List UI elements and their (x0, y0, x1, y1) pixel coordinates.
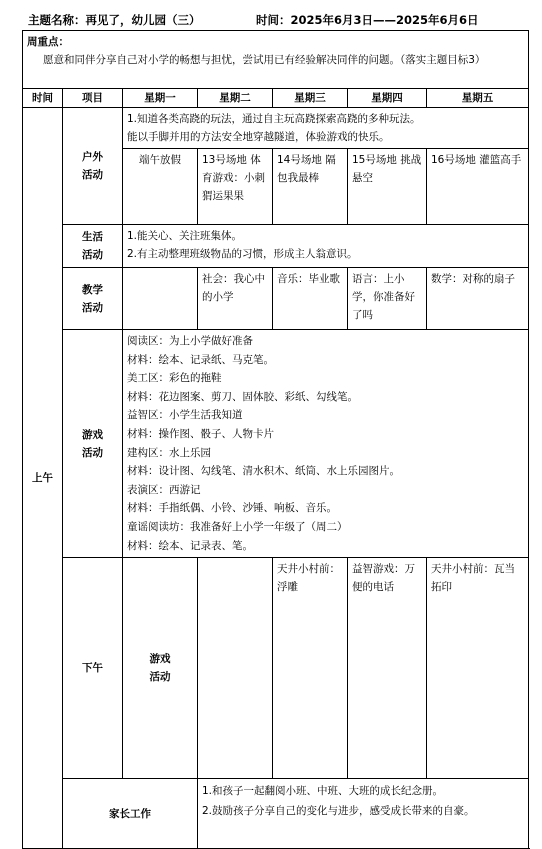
game-label (63, 330, 123, 558)
game-line-3: 美工区：彩色的拖鞋 (127, 372, 222, 385)
outdoor-label-2: 活动 (82, 169, 103, 181)
outdoor-tue: 13号场地 体育游戏：小刺猬运果果 (198, 149, 273, 225)
col-wed: 星期三 (273, 89, 348, 108)
game-line-11: 童谣阅读坊：我准备好上小学一年级了（周二） (127, 520, 348, 533)
col-tue: 星期二 (198, 89, 273, 108)
life-goal-2: 2.有主动整理班级物品的习惯，形成主人翁意识。 (127, 248, 358, 260)
teaching-mon (123, 268, 198, 330)
game-line-9: 表演区：西游记 (127, 483, 201, 496)
pm-game-thu: 天井小村前：瓦当拓印 (427, 558, 529, 779)
col-fri: 星期五 (427, 89, 529, 108)
weekly-plan-table (22, 30, 529, 849)
outdoor-label (63, 108, 123, 225)
theme-title: 主题名称：再见了，幼儿园（三） (28, 13, 201, 27)
pm-game-label-2: 活动 (149, 671, 171, 684)
game-line-10: 材料：手指纸偶、小铃、沙锤、响板、音乐。 (127, 502, 337, 515)
outdoor-label-1: 户外 (82, 151, 103, 163)
teaching-wed: 音乐：毕业歌 (273, 268, 348, 330)
week-focus-label: 周重点： (27, 36, 69, 48)
col-mon: 星期一 (123, 89, 198, 108)
game-line-2: 材料：绘本、记录纸、马克笔。 (127, 353, 274, 366)
life-goals (123, 225, 529, 268)
game-line-4: 材料：花边图案、剪刀、固体胶、彩纸、勾线笔。 (127, 390, 358, 403)
col-time: 时间 (23, 89, 63, 108)
life-goal-1: 1.能关心、关注班集体。 (127, 230, 243, 242)
teaching-fri: 数学：对称的扇子 (427, 268, 529, 330)
teaching-label-1: 教学 (82, 283, 103, 296)
parent-line-1: 1.和孩子一起翻阅小班、中班、大班的成长纪念册。 (202, 785, 444, 798)
morning-label: 上午 (23, 108, 63, 849)
teaching-tue: 社会：我心中的小学 (198, 268, 273, 330)
teaching-thu: 语言：上小学，你准备好了吗 (348, 268, 427, 330)
afternoon-label: 下午 (63, 558, 123, 779)
game-line-8: 材料：设计图、勾线笔、清水积木、纸筒、水上乐园图片。 (127, 465, 400, 478)
game-line-12: 材料：绘本、记录表、笔。 (127, 539, 253, 552)
outdoor-mon: 端午放假 (123, 149, 198, 225)
life-label-2: 活动 (82, 249, 103, 261)
outdoor-goal-1: 1.知道各类高跷的玩法，通过自主玩高跷探索高跷的多种玩法。 (127, 113, 421, 125)
col-item: 项目 (63, 89, 123, 108)
outdoor-thu: 15号场地 挑战悬空 (348, 149, 427, 225)
outdoor-goals (123, 108, 529, 149)
life-label-1: 生活 (82, 231, 103, 243)
game-label-2: 活动 (82, 446, 103, 459)
pm-game-mon (198, 558, 273, 779)
outdoor-goal-2: 能以手脚并用的方法安全地穿越隧道，体验游戏的快乐。 (127, 131, 390, 143)
teaching-label (63, 268, 123, 330)
header (28, 12, 518, 28)
parent-line-2: 2.鼓励孩子分享自己的变化与进步，感受成长带来的自豪。 (202, 805, 475, 818)
pm-game-tue: 天井小村前：浮雕 (273, 558, 348, 779)
game-line-1: 阅读区：为上小学做好准备 (127, 335, 253, 347)
col-thu: 星期四 (348, 89, 427, 108)
time-range: 时间：2025年6月3日——2025年6月6日 (256, 13, 479, 27)
parent-work-label: 家长工作 (63, 779, 198, 849)
pm-game-label (123, 558, 198, 779)
parent-work (198, 779, 529, 849)
pm-game-label-1: 游戏 (149, 653, 171, 666)
game-line-6: 材料：操作图、骰子、人物卡片 (127, 427, 274, 440)
week-focus-text: 愿意和同伴分享自己对小学的畅想与担忧，尝试用已有经验解决同伴的问题。（落实主题目标3） (43, 54, 486, 66)
week-focus (23, 31, 529, 89)
game-line-5: 益智区：小学生活我知道 (127, 409, 243, 422)
game-line-7: 建构区：水上乐园 (127, 446, 211, 459)
outdoor-fri: 16号场地 灌篮高手 (427, 149, 529, 225)
outdoor-wed: 14号场地 隔包我最棒 (273, 149, 348, 225)
life-label (63, 225, 123, 268)
game-label-1: 游戏 (82, 428, 103, 441)
pm-game-wed: 益智游戏：万便的电话 (348, 558, 427, 779)
game-areas (123, 330, 529, 558)
teaching-label-2: 活动 (82, 301, 103, 314)
